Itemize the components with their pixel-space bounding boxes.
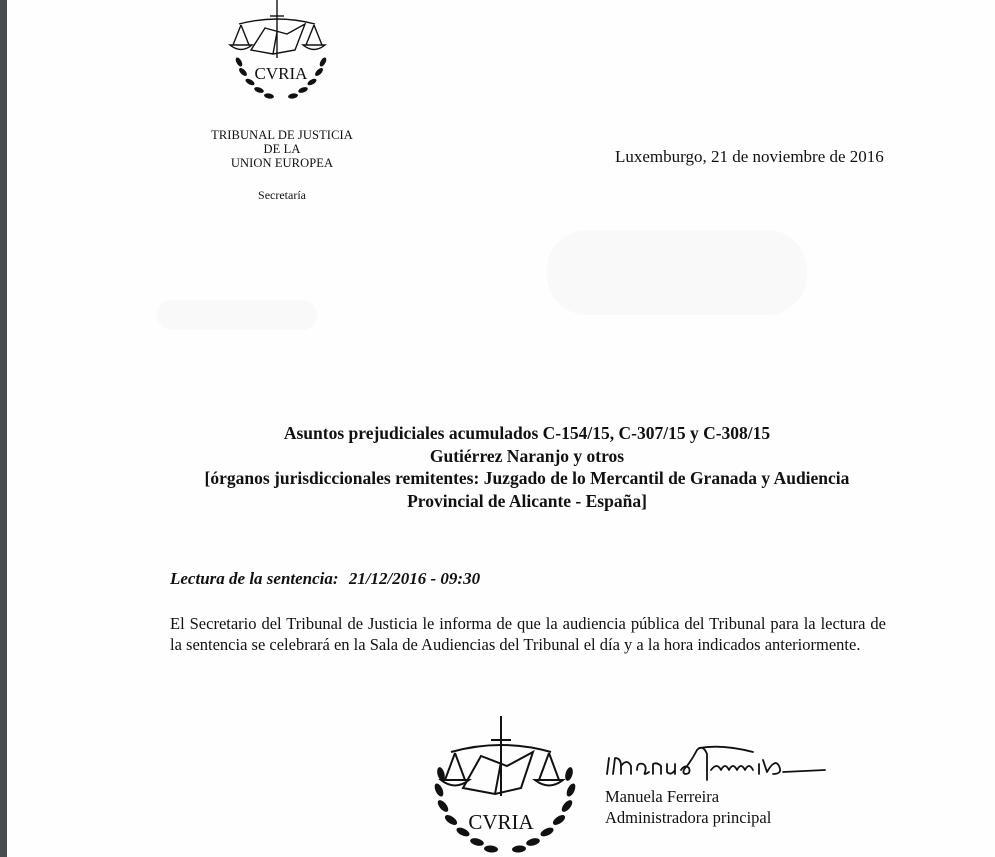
case-name: Gutiérrez Naranjo y otros bbox=[429, 445, 625, 466]
document-page bbox=[7, 0, 995, 857]
viewer-left-edge bbox=[0, 0, 7, 857]
case-heading bbox=[147, 422, 907, 512]
notice-body: El Secretario del Tribunal de Justicia le informa de que la audiencia pública del Tribunal para la lectura de la sentencia se celebrará en la Sala de Audiencias del Tribunal el día y a la hora indicados anteriormente. bbox=[170, 614, 886, 654]
signatory bbox=[605, 786, 771, 828]
scan-smudge bbox=[547, 230, 807, 315]
referring-courts: [órganos jurisdiccionales remitentes: Juzgado de lo Mercantil de Granada y Audiencia bbox=[204, 468, 850, 488]
handwritten-signature-icon bbox=[603, 740, 833, 788]
place-date: Luxemburgo, 21 de noviembre de 2016 bbox=[615, 147, 884, 166]
court-name bbox=[197, 128, 367, 170]
court-name-line: TRIBUNAL DE JUSTICIA bbox=[211, 128, 353, 142]
cvria-stamp-icon bbox=[425, 716, 585, 857]
cvria-emblem-icon bbox=[225, 0, 337, 105]
reading-label: Lectura de la sentencia: bbox=[170, 569, 339, 588]
referring-courts-cont: Provincial de Alicante - España] bbox=[407, 490, 647, 511]
case-numbers: Asuntos prejudiciales acumulados C-154/15, C-307/15 y C-308/15 bbox=[283, 423, 771, 443]
court-name-line: DE LA bbox=[263, 142, 301, 156]
signatory-title: Administradora principal bbox=[605, 808, 772, 827]
judgment-reading bbox=[170, 569, 480, 589]
signatory-name: Manuela Ferreira bbox=[605, 787, 720, 806]
reading-datetime: 21/12/2016 - 09:30 bbox=[348, 569, 481, 588]
scan-smudge bbox=[157, 300, 317, 330]
emblem-label: CVRIA bbox=[254, 64, 308, 83]
court-name-line: UNION EUROPEA bbox=[230, 156, 334, 170]
stamp-label: CVRIA bbox=[468, 810, 534, 834]
department-label: Secretaría bbox=[258, 188, 306, 202]
